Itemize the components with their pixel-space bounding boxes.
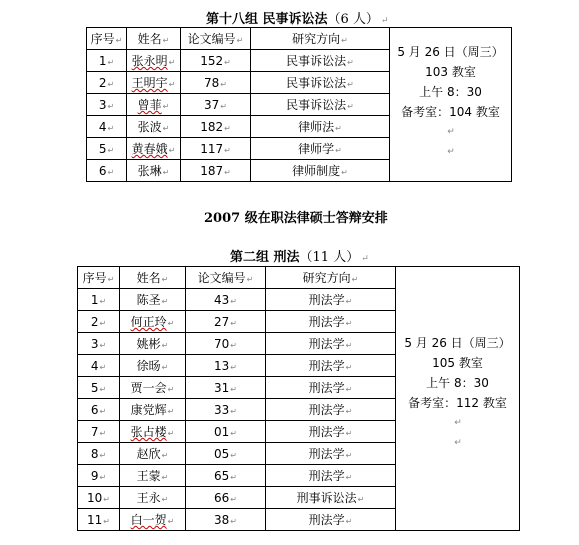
student-name: 赵欣↵ [120, 443, 186, 465]
student-name: 王蒙↵ [120, 465, 186, 487]
row-number: 7↵ [78, 421, 120, 443]
research-direction: 刑法学↵ [266, 399, 396, 421]
paragraph-mark-icon: ↵ [345, 363, 353, 372]
paragraph-mark-icon: ↵ [220, 79, 227, 89]
row-number: 10↵ [78, 487, 120, 509]
paragraph-mark-icon: ↵ [167, 385, 175, 394]
group18-table [86, 27, 512, 182]
paragraph-mark-icon: ↵ [230, 450, 237, 460]
paragraph-mark-icon: ↵ [236, 36, 244, 45]
column-header: 研究方向↵ [251, 28, 390, 50]
schedule-line: 上午 8：30 [426, 376, 489, 390]
paragraph-mark-icon: ↵ [447, 127, 455, 137]
paragraph-mark-icon: ↵ [224, 167, 231, 177]
schedule-line: 备考室：104 教室 [401, 105, 500, 119]
row-number: 5↵ [87, 138, 127, 160]
column-header: 论文编号↵ [186, 267, 266, 289]
paragraph-mark-icon: ↵ [99, 428, 107, 438]
student-name: 康党辉↵ [120, 399, 186, 421]
paper-number: 117↵ [181, 138, 251, 160]
paper-number: 31↵ [186, 377, 266, 399]
paragraph-mark-icon: ↵ [103, 494, 110, 504]
paragraph-mark-icon: ↵ [161, 363, 169, 372]
paragraph-mark-icon: ↵ [454, 418, 462, 428]
paragraph-mark-icon: ↵ [345, 319, 353, 328]
paragraph-mark-icon: ↵ [230, 296, 237, 306]
research-direction: 刑法学↵ [266, 333, 396, 355]
paragraph-mark-icon: ↵ [161, 297, 169, 306]
paragraph-mark-icon: ↵ [351, 275, 359, 284]
research-direction: 民事诉讼法↵ [251, 94, 390, 116]
column-header: 姓名↵ [127, 28, 181, 50]
paragraph-mark-icon: ↵ [99, 384, 107, 394]
paragraph-mark-icon: ↵ [161, 341, 169, 350]
research-direction: 民事诉讼法↵ [251, 50, 390, 72]
schedule-line: 5 月 26 日（周三） [397, 45, 504, 59]
research-direction: 刑法学↵ [266, 289, 396, 311]
doc-title: 2007 级在职法律硕士答辩安排 [204, 211, 388, 226]
research-direction: 刑法学↵ [266, 509, 396, 531]
paper-number: 70↵ [186, 333, 266, 355]
paragraph-mark-icon: ↵ [99, 318, 107, 328]
paper-number: 65↵ [186, 465, 266, 487]
research-direction: 律师学↵ [251, 138, 390, 160]
student-name: 何正玲↵ [120, 311, 186, 333]
table-header-row [78, 267, 520, 289]
student-name: 王明宇↵ [127, 72, 181, 94]
paragraph-mark-icon: ↵ [357, 495, 365, 504]
paper-number: 78↵ [181, 72, 251, 94]
group18-title: 第十八组 民事诉讼法 [206, 12, 328, 27]
paragraph-mark-icon: ↵ [347, 58, 354, 67]
student-name: 曾菲↵ [127, 94, 181, 116]
row-number: 1↵ [78, 289, 120, 311]
paragraph-mark-icon: ↵ [162, 168, 170, 177]
student-name: 张琳↵ [127, 160, 181, 182]
paragraph-mark-icon: ↵ [168, 58, 176, 67]
student-name: 贾一会↵ [120, 377, 186, 399]
paragraph-mark-icon: ↵ [341, 168, 348, 177]
row-number: 6↵ [78, 399, 120, 421]
paragraph-mark-icon: ↵ [107, 123, 115, 133]
row-number: 2↵ [78, 311, 120, 333]
paragraph-mark-icon: ↵ [454, 438, 462, 448]
paragraph-mark-icon: ↵ [335, 124, 342, 133]
row-number: 4↵ [78, 355, 120, 377]
paragraph-mark-icon: ↵ [341, 36, 348, 45]
paragraph-mark-icon: ↵ [224, 145, 231, 155]
paragraph-mark-icon: ↵ [380, 16, 389, 26]
paragraph-mark-icon: ↵ [99, 472, 107, 482]
row-number: 6↵ [87, 160, 127, 182]
paragraph-mark-icon: ↵ [347, 102, 354, 111]
paragraph-mark-icon: ↵ [230, 362, 237, 372]
row-number: 2↵ [87, 72, 127, 94]
student-name: 张占楼↵ [120, 421, 186, 443]
paragraph-mark-icon: ↵ [99, 406, 107, 416]
research-direction: 刑法学↵ [266, 443, 396, 465]
paragraph-mark-icon: ↵ [107, 167, 115, 177]
row-number: 9↵ [78, 465, 120, 487]
group18-count: （6 人） [327, 12, 379, 27]
student-name: 白一贺↵ [120, 509, 186, 531]
paper-number: 152↵ [181, 50, 251, 72]
schedule-line: 上午 8：30 [419, 85, 482, 99]
paragraph-mark-icon: ↵ [107, 57, 115, 67]
paragraph-mark-icon: ↵ [220, 101, 227, 111]
paragraph-mark-icon: ↵ [345, 385, 353, 394]
paragraph-mark-icon: ↵ [345, 517, 353, 526]
table-header-row [87, 28, 512, 50]
paragraph-mark-icon: ↵ [447, 147, 455, 157]
group2-heading [230, 246, 369, 265]
student-name: 黄春娥↵ [127, 138, 181, 160]
paragraph-mark-icon: ↵ [230, 428, 237, 438]
column-header: 姓名↵ [120, 267, 186, 289]
paper-number: 13↵ [186, 355, 266, 377]
paragraph-mark-icon: ↵ [335, 146, 342, 155]
paragraph-mark-icon: ↵ [99, 450, 107, 460]
research-direction: 刑法学↵ [266, 377, 396, 399]
paragraph-mark-icon: ↵ [224, 123, 231, 133]
paper-number: 38↵ [186, 509, 266, 531]
paragraph-mark-icon: ↵ [345, 407, 353, 416]
paragraph-mark-icon: ↵ [230, 494, 237, 504]
research-direction: 刑法学↵ [266, 311, 396, 333]
paper-number: 187↵ [181, 160, 251, 182]
student-name: 张波↵ [127, 116, 181, 138]
student-name: 张永明↵ [127, 50, 181, 72]
paragraph-mark-icon: ↵ [345, 451, 353, 460]
row-number: 11↵ [78, 509, 120, 531]
paragraph-mark-icon: ↵ [230, 384, 237, 394]
paragraph-mark-icon: ↵ [361, 254, 369, 264]
paragraph-mark-icon: ↵ [246, 275, 254, 284]
paragraph-mark-icon: ↵ [168, 80, 176, 89]
paragraph-mark-icon: ↵ [230, 472, 237, 482]
paragraph-mark-icon: ↵ [161, 275, 169, 284]
column-header: 研究方向↵ [266, 267, 396, 289]
group2-table [77, 266, 520, 531]
student-name: 姚彬↵ [120, 333, 186, 355]
research-direction: 刑法学↵ [266, 355, 396, 377]
paragraph-mark-icon: ↵ [168, 146, 176, 155]
paragraph-mark-icon: ↵ [162, 102, 170, 111]
paragraph-mark-icon: ↵ [345, 297, 353, 306]
paragraph-mark-icon: ↵ [99, 362, 107, 372]
student-name: 徐旸↵ [120, 355, 186, 377]
paragraph-mark-icon: ↵ [347, 80, 354, 89]
column-header: 序号↵ [87, 28, 127, 50]
paper-number: 01↵ [186, 421, 266, 443]
student-name: 陈圣↵ [120, 289, 186, 311]
row-number: 3↵ [78, 333, 120, 355]
paragraph-mark-icon: ↵ [99, 340, 107, 350]
paper-number: 27↵ [186, 311, 266, 333]
paragraph-mark-icon: ↵ [167, 517, 175, 526]
column-header: 论文编号↵ [181, 28, 251, 50]
group18-heading [206, 8, 388, 27]
research-direction: 刑法学↵ [266, 421, 396, 443]
schedule-line: 5 月 26 日（周三） [404, 336, 511, 350]
paper-number: 05↵ [186, 443, 266, 465]
paragraph-mark-icon: ↵ [107, 101, 115, 111]
schedule-line: 备考室：112 教室 [408, 396, 507, 410]
paragraph-mark-icon: ↵ [161, 473, 169, 482]
paragraph-mark-icon: ↵ [161, 495, 169, 504]
paragraph-mark-icon: ↵ [167, 319, 175, 328]
paragraph-mark-icon: ↵ [345, 473, 353, 482]
schedule-line: 103 教室 [425, 65, 476, 79]
row-number: 1↵ [87, 50, 127, 72]
paragraph-mark-icon: ↵ [107, 145, 115, 155]
research-direction: 律师法↵ [251, 116, 390, 138]
row-number: 5↵ [78, 377, 120, 399]
paragraph-mark-icon: ↵ [230, 318, 237, 328]
row-number: 3↵ [87, 94, 127, 116]
research-direction: 刑事诉讼法↵ [266, 487, 396, 509]
paragraph-mark-icon: ↵ [167, 429, 175, 438]
row-number: 4↵ [87, 116, 127, 138]
paragraph-mark-icon: ↵ [99, 296, 107, 306]
column-header: 序号↵ [78, 267, 120, 289]
paragraph-mark-icon: ↵ [103, 516, 110, 526]
research-direction: 刑法学↵ [266, 465, 396, 487]
paragraph-mark-icon: ↵ [162, 124, 170, 133]
research-direction: 律师制度↵ [251, 160, 390, 182]
schedule-cell [396, 267, 520, 531]
row-number: 8↵ [78, 443, 120, 465]
paragraph-mark-icon: ↵ [107, 275, 115, 284]
paper-number: 66↵ [186, 487, 266, 509]
student-name: 王永↵ [120, 487, 186, 509]
paper-number: 43↵ [186, 289, 266, 311]
paragraph-mark-icon: ↵ [345, 429, 353, 438]
paragraph-mark-icon: ↵ [107, 79, 115, 89]
paper-number: 182↵ [181, 116, 251, 138]
group2-count: （11 人） [299, 250, 360, 265]
paragraph-mark-icon: ↵ [230, 340, 237, 350]
paper-number: 33↵ [186, 399, 266, 421]
paragraph-mark-icon: ↵ [230, 516, 237, 526]
paragraph-mark-icon: ↵ [161, 451, 169, 460]
paragraph-mark-icon: ↵ [162, 36, 170, 45]
paragraph-mark-icon: ↵ [167, 407, 175, 416]
paragraph-mark-icon: ↵ [115, 36, 123, 45]
paragraph-mark-icon: ↵ [345, 341, 353, 350]
group2-title: 第二组 刑法 [230, 250, 300, 265]
paragraph-mark-icon: ↵ [224, 57, 231, 67]
schedule-line: 105 教室 [432, 356, 483, 370]
schedule-cell [390, 28, 512, 182]
paragraph-mark-icon: ↵ [230, 406, 237, 416]
paper-number: 37↵ [181, 94, 251, 116]
research-direction: 民事诉讼法↵ [251, 72, 390, 94]
